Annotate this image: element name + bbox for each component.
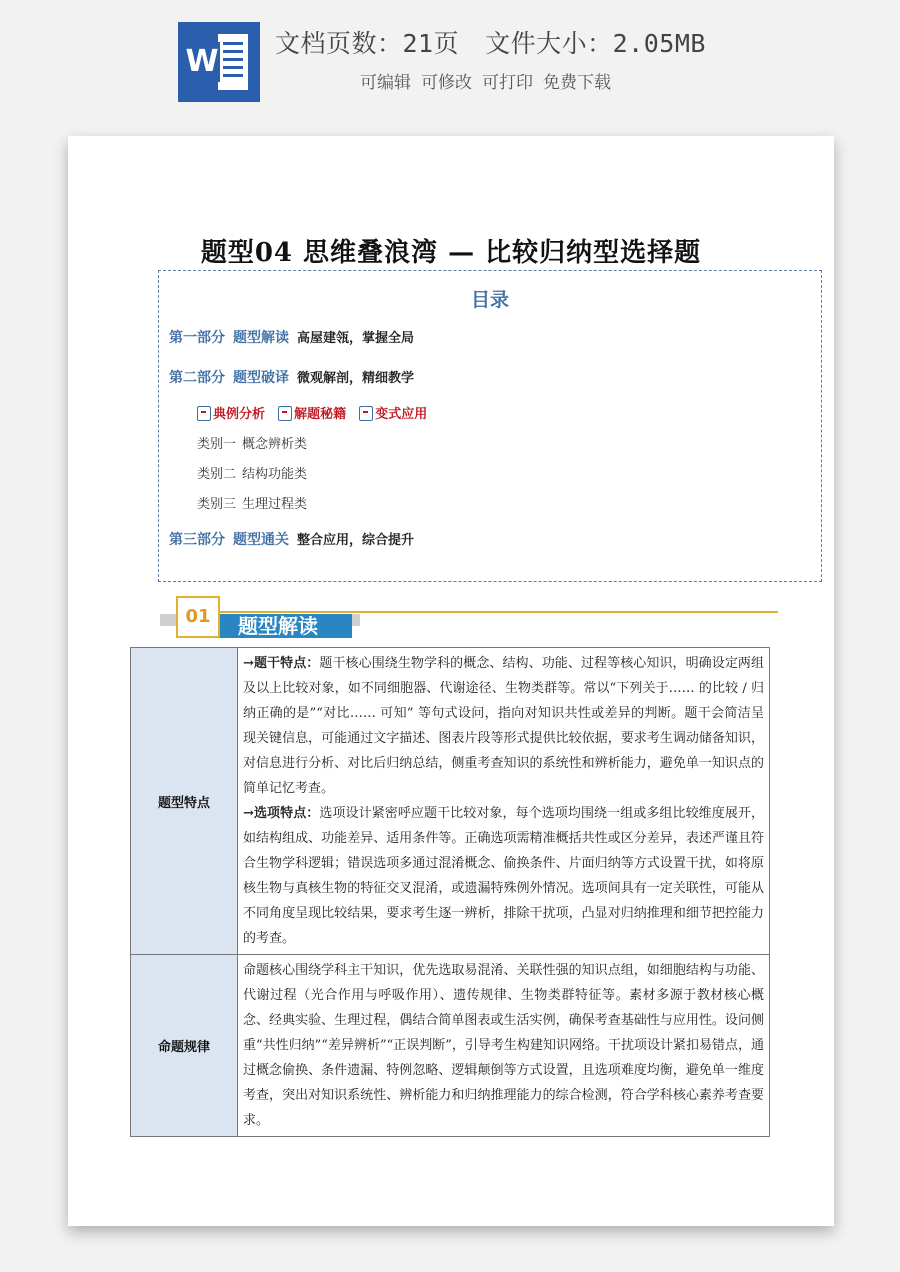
document-features	[360, 68, 611, 93]
table-row	[131, 648, 770, 955]
document-page	[68, 136, 834, 1226]
paragraph: →选项特点：选项设计紧密呼应题干比较对象，每个选项均围绕一组或多组比较维度展开，如结构组成、功能差异、适用条件等。正确选项需精准概括共性或区分差异，表述严谨且符合生物学科逻辑；错误选项多通过混淆概念、偷换条件、片面归纳等方式设置干扰，如将原核生物与真核生物的特征交叉混淆，或遗漏特殊例外情况。选项间具有一定关联性，可能从不同角度呈现比较结果，要求考生逐一辨析，排除干扰项，凸显对归纳推理和细节把控能力的考查。	[243, 806, 764, 946]
row-header: 命题规律	[131, 955, 238, 1137]
table-row	[131, 955, 770, 1137]
download-banner	[0, 0, 900, 110]
toc-tag-examples: 典例分析	[213, 407, 266, 422]
feature-modifiable: 可修改	[421, 73, 472, 93]
section-title: 题型解读	[220, 614, 352, 638]
document-title: 题型04 思维叠浪湾 — 比较归纳型选择题	[200, 238, 702, 268]
toc-part-1: 第一部分 题型解读 高屋建瓴，掌握全局	[169, 330, 415, 346]
paragraph: →题干特点：题干核心围绕生物学科的概念、结构、功能、过程等核心知识，明确设定两组及以上比较对象，如不同细胞器、代谢途径、生物类群等。常以“下列关于…… 的比较 / 归纳正确的是”“对比…… 可知” 等句式设问，指向对知识共性或差异的判断。题干会简洁呈现关键信息，可能通过文字描述、图表片段等形式提供比较依据，要求考生调动储备知识，对信息进行分析、对比后归纳总结，侧重考查知识的系统性和辨析能力，避免单一知识点的简单记忆考查。	[243, 656, 764, 796]
row-header: 题型特点	[131, 648, 238, 955]
word-document-icon: W	[178, 22, 260, 102]
toc-part-3: 第三部分 题型通关 整合应用，综合提升	[169, 532, 415, 548]
document-meta	[275, 24, 706, 60]
table-of-contents	[158, 270, 822, 582]
toc-category-1: 类别一 概念辨析类	[197, 437, 308, 452]
toc-heading: 目录	[470, 289, 509, 311]
page-count: 文档页数：21页	[275, 29, 460, 58]
toc-category-2: 类别二 结构功能类	[197, 467, 308, 482]
section-divider	[178, 611, 778, 613]
document-edit-icon	[359, 406, 373, 421]
file-size: 文件大小：2.05MB	[485, 29, 706, 58]
toc-subsections	[197, 403, 435, 422]
feature-editable: 可编辑	[360, 73, 411, 93]
document-edit-icon	[197, 406, 211, 421]
paragraph: 命题核心围绕学科主干知识，优先选取易混淆、关联性强的知识点组，如细胞结构与功能、代谢过程（光合作用与呼吸作用）、遗传规律、生物类群特征等。素材多源于教材核心概念、经典实验、生理过程，偶结合简单图表或生活实例，确保考查基础性与应用性。设问侧重“共性归纳”“差异辨析”“正误判断”，引导考生构建知识网络。干扰项设计紧扣易错点，通过概念偷换、条件遗漏、特例忽略、逻辑颠倒等方式设置，且选项难度均衡，避免单一维度考查，突出对知识系统性、辨析能力和归纳推理能力的综合检测，符合学科核心素养考查要求。	[243, 963, 764, 1128]
row-content	[238, 648, 770, 955]
document-edit-icon	[278, 406, 292, 421]
feature-printable: 可打印	[482, 73, 533, 93]
row-content	[238, 955, 770, 1137]
toc-category-3: 类别三 生理过程类	[197, 497, 308, 512]
toc-tag-tips: 解题秘籍	[294, 407, 347, 422]
toc-part-2: 第二部分 题型破译 微观解剖，精细教学	[169, 370, 415, 386]
feature-free-download: 免费下载	[543, 73, 611, 93]
question-type-table	[130, 647, 770, 1137]
toc-tag-variants: 变式应用	[375, 407, 428, 422]
section-number: 01	[176, 596, 220, 638]
